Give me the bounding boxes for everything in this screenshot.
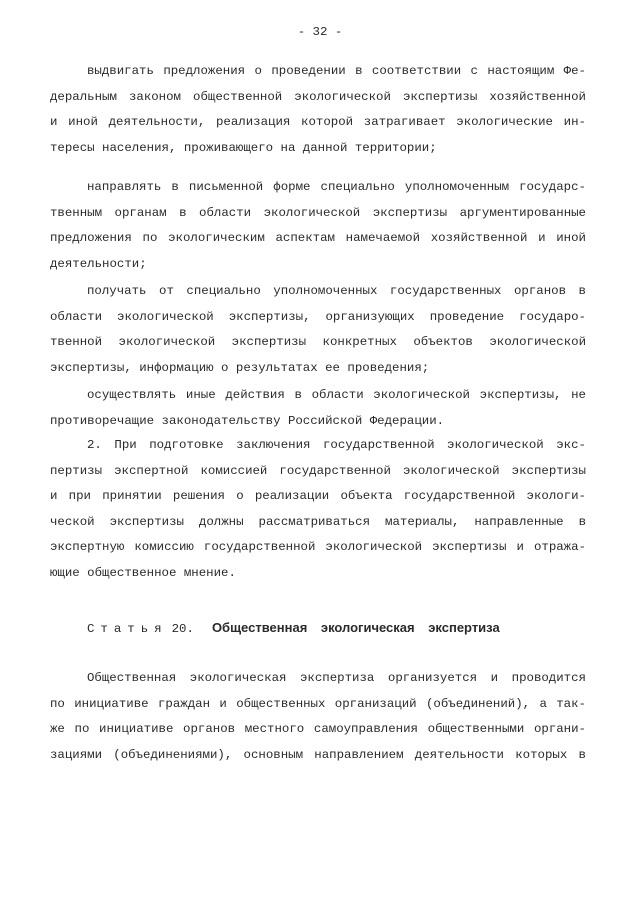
- text-line: твенной экологической экспертизы конкретных объектов экологической: [50, 335, 586, 349]
- text-line: направлять в письменной форме специально уполномоченным государс-: [87, 180, 586, 194]
- text-line: по инициативе граждан и общественных организаций (объединений), а так-: [50, 696, 586, 711]
- article-heading: [87, 615, 500, 640]
- text-line: выдвигать предложения о проведении в соответствии с настоящим Фе-: [87, 64, 586, 78]
- text-line: 2. При подготовке заключения государственной экологической экс-: [87, 438, 586, 452]
- text-line: осуществлять иные действия в области экологической экспертизы, не: [87, 388, 586, 402]
- text-line: Общественная экологическая экспертиза организуется и проводится: [87, 671, 586, 685]
- article-title: Общественная экологическая экспертиза: [211, 620, 500, 635]
- text-line: области экологической экспертизы, организующих проведение государо-: [50, 309, 586, 324]
- text-line: и иной деятельности, реализация которой затрагивает экологические ин-: [50, 115, 586, 129]
- text-line: деральным законом общественной экологической экспертизы хозяйственной: [50, 89, 586, 104]
- text-line: экспертизы, информацию о результатах ее проведения;: [50, 360, 430, 375]
- text-line: противоречащие законодательству Российской Федерации.: [50, 413, 445, 428]
- paragraph-article-20-body: [50, 666, 586, 768]
- text-line: деятельности;: [50, 256, 147, 271]
- text-line: экспертную комиссию государственной экологической экспертизы и отража-: [50, 540, 586, 554]
- text-line: пертизы экспертной комиссией государственной экологической экспертизы: [50, 463, 586, 478]
- text-line: предложения по экологическим аспектам намечаемой хозяйственной и иной: [50, 231, 586, 245]
- text-line: получать от специально уполномоченных государственных органов в: [87, 284, 586, 298]
- paragraph-proposals: [50, 59, 586, 161]
- article-label: Статья: [87, 622, 168, 636]
- article-number: 20.: [171, 622, 194, 636]
- page-number: - 32 -: [297, 25, 343, 39]
- text-line: ческой экспертизы должны рассматриваться материалы, направленные в: [50, 514, 586, 529]
- paragraph-written-proposals: [50, 175, 586, 277]
- paragraph-item-2: [50, 433, 586, 586]
- paragraph-receive-information: [50, 279, 586, 381]
- text-line: твенным органам в области экологической экспертизы аргументированные: [50, 205, 586, 220]
- paragraph-other-actions: [50, 383, 586, 434]
- text-line: ющие общественное мнение.: [50, 565, 236, 580]
- text-line: же по инициативе органов местного самоуправления общественными органи-: [50, 722, 586, 736]
- text-line: тересы населения, проживающего на данной территории;: [50, 140, 437, 155]
- text-line: и при принятии решения о реализации объекта государственной экологи-: [50, 489, 586, 503]
- text-line: зациями (объединениями), основным направлением деятельности которых в: [50, 747, 586, 762]
